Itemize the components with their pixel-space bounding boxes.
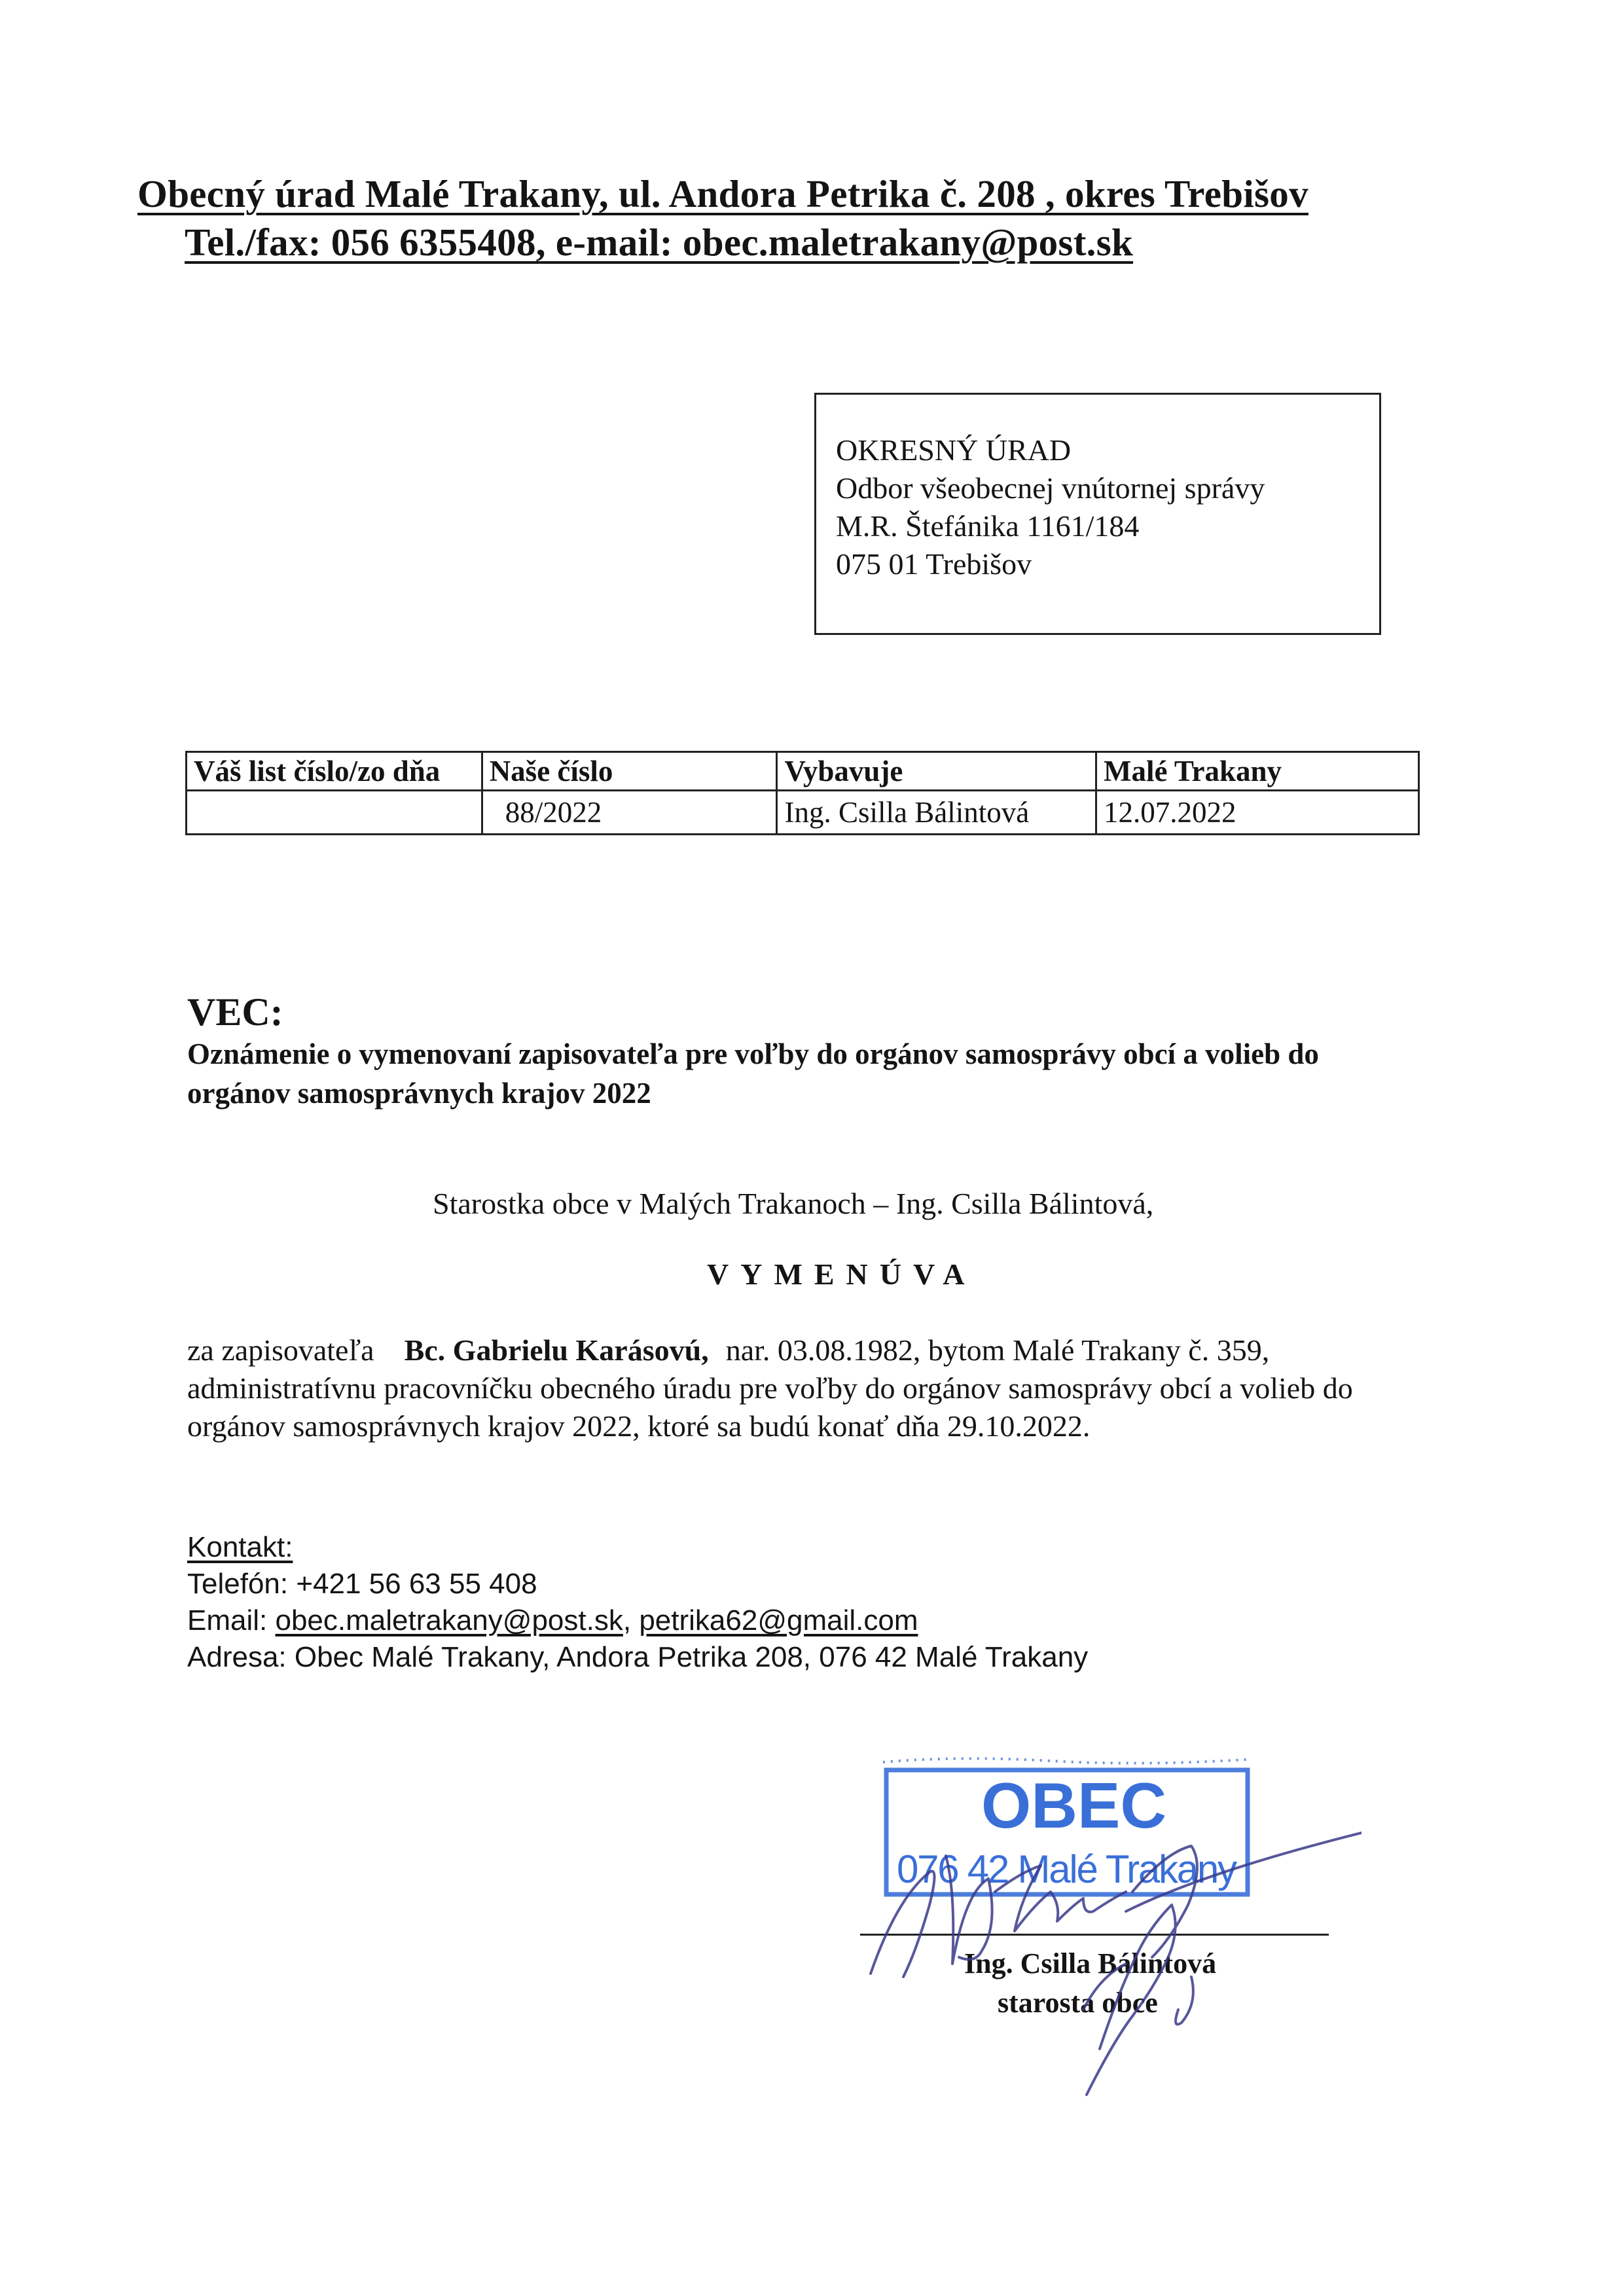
handwritten-signature: [825, 1794, 1362, 2101]
subject-line-1: Oznámenie o vymenovaní zapisovateľa pre voľby do orgánov samosprávy obcí a volieb do: [187, 1038, 1319, 1070]
intro-line: Starostka obce v Malých Trakanoch – Ing. Csilla Bálintová,: [433, 1187, 1154, 1220]
appoints-heading: VYMENÚVA: [707, 1257, 977, 1291]
signatory-title: starosta obce: [998, 1987, 1158, 2019]
recipient-department: Odbor všeobecnej vnútornej správy: [836, 471, 1265, 505]
reference-table-header-row: [187, 752, 1419, 791]
value-handled-by: Ing. Csilla Bálintová: [777, 791, 1096, 835]
value-our-number: 88/2022: [482, 791, 777, 835]
contact-email-line: [187, 1602, 918, 1639]
reference-table-value-row: [187, 791, 1419, 835]
recipient-address-box: [814, 393, 1381, 635]
value-date: 12.07.2022: [1096, 791, 1418, 835]
contact-address: Adresa: Obec Malé Trakany, Andora Petrika 208, 076 42 Malé Trakany: [187, 1641, 1089, 1673]
contact-email-link-1[interactable]: obec.maletrakany@post.sk: [275, 1604, 623, 1636]
appointment-line-3: orgánov samosprávnych krajov 2022, ktoré sa budú konať dňa 29.10.2022.: [187, 1409, 1091, 1443]
appointment-line-1: [187, 1331, 1269, 1369]
reference-table: [185, 751, 1420, 835]
signatory-name: Ing. Csilla Bálintová: [964, 1947, 1217, 1979]
appointment-line-2: administratívnu pracovníčku obecného úradu pre voľby do orgánov samosprávy obcí a volieb do: [187, 1371, 1353, 1405]
contact-email-separator: ,: [623, 1604, 632, 1636]
recipient-city: 075 01 Trebišov: [836, 547, 1032, 581]
letterhead-line-2: Tel./fax: 056 6355408, e-mail: obec.maletrakany@post.sk: [185, 221, 1134, 264]
header-our-number: Naše číslo: [482, 752, 777, 791]
contact-phone: Telefón: +421 56 63 55 408: [187, 1568, 537, 1600]
subject-label: VEC:: [187, 990, 283, 1034]
contact-email-link-2[interactable]: petrika62@gmail.com: [639, 1604, 918, 1636]
appointment-prefix: za zapisovateľa: [187, 1333, 374, 1367]
contact-heading: Kontakt:: [187, 1531, 293, 1563]
appointee-details: nar. 03.08.1982, bytom Malé Trakany č. 359,: [725, 1333, 1270, 1367]
subject-line-2: orgánov samosprávnych krajov 2022: [187, 1077, 651, 1110]
header-your-letter: Váš list číslo/zo dňa: [187, 752, 482, 791]
appointee-name: Bc. Gabrielu Karásovú,: [404, 1333, 709, 1367]
stamp-line-1: OBEC: [981, 1769, 1167, 1841]
letterhead-line-1: Obecný úrad Malé Trakany, ul. Andora Petrika č. 208 , okres Trebišov: [137, 172, 1308, 215]
stamp-line-2: 076 42 Malé Trakany: [897, 1847, 1237, 1891]
recipient-office: OKRESNÝ ÚRAD: [836, 433, 1072, 467]
value-your-letter: [187, 791, 482, 835]
contact-email-label: Email:: [187, 1604, 268, 1636]
header-place: Malé Trakany: [1096, 752, 1418, 791]
recipient-street: M.R. Štefánika 1161/184: [836, 509, 1140, 543]
header-handled-by: Vybavuje: [777, 752, 1096, 791]
